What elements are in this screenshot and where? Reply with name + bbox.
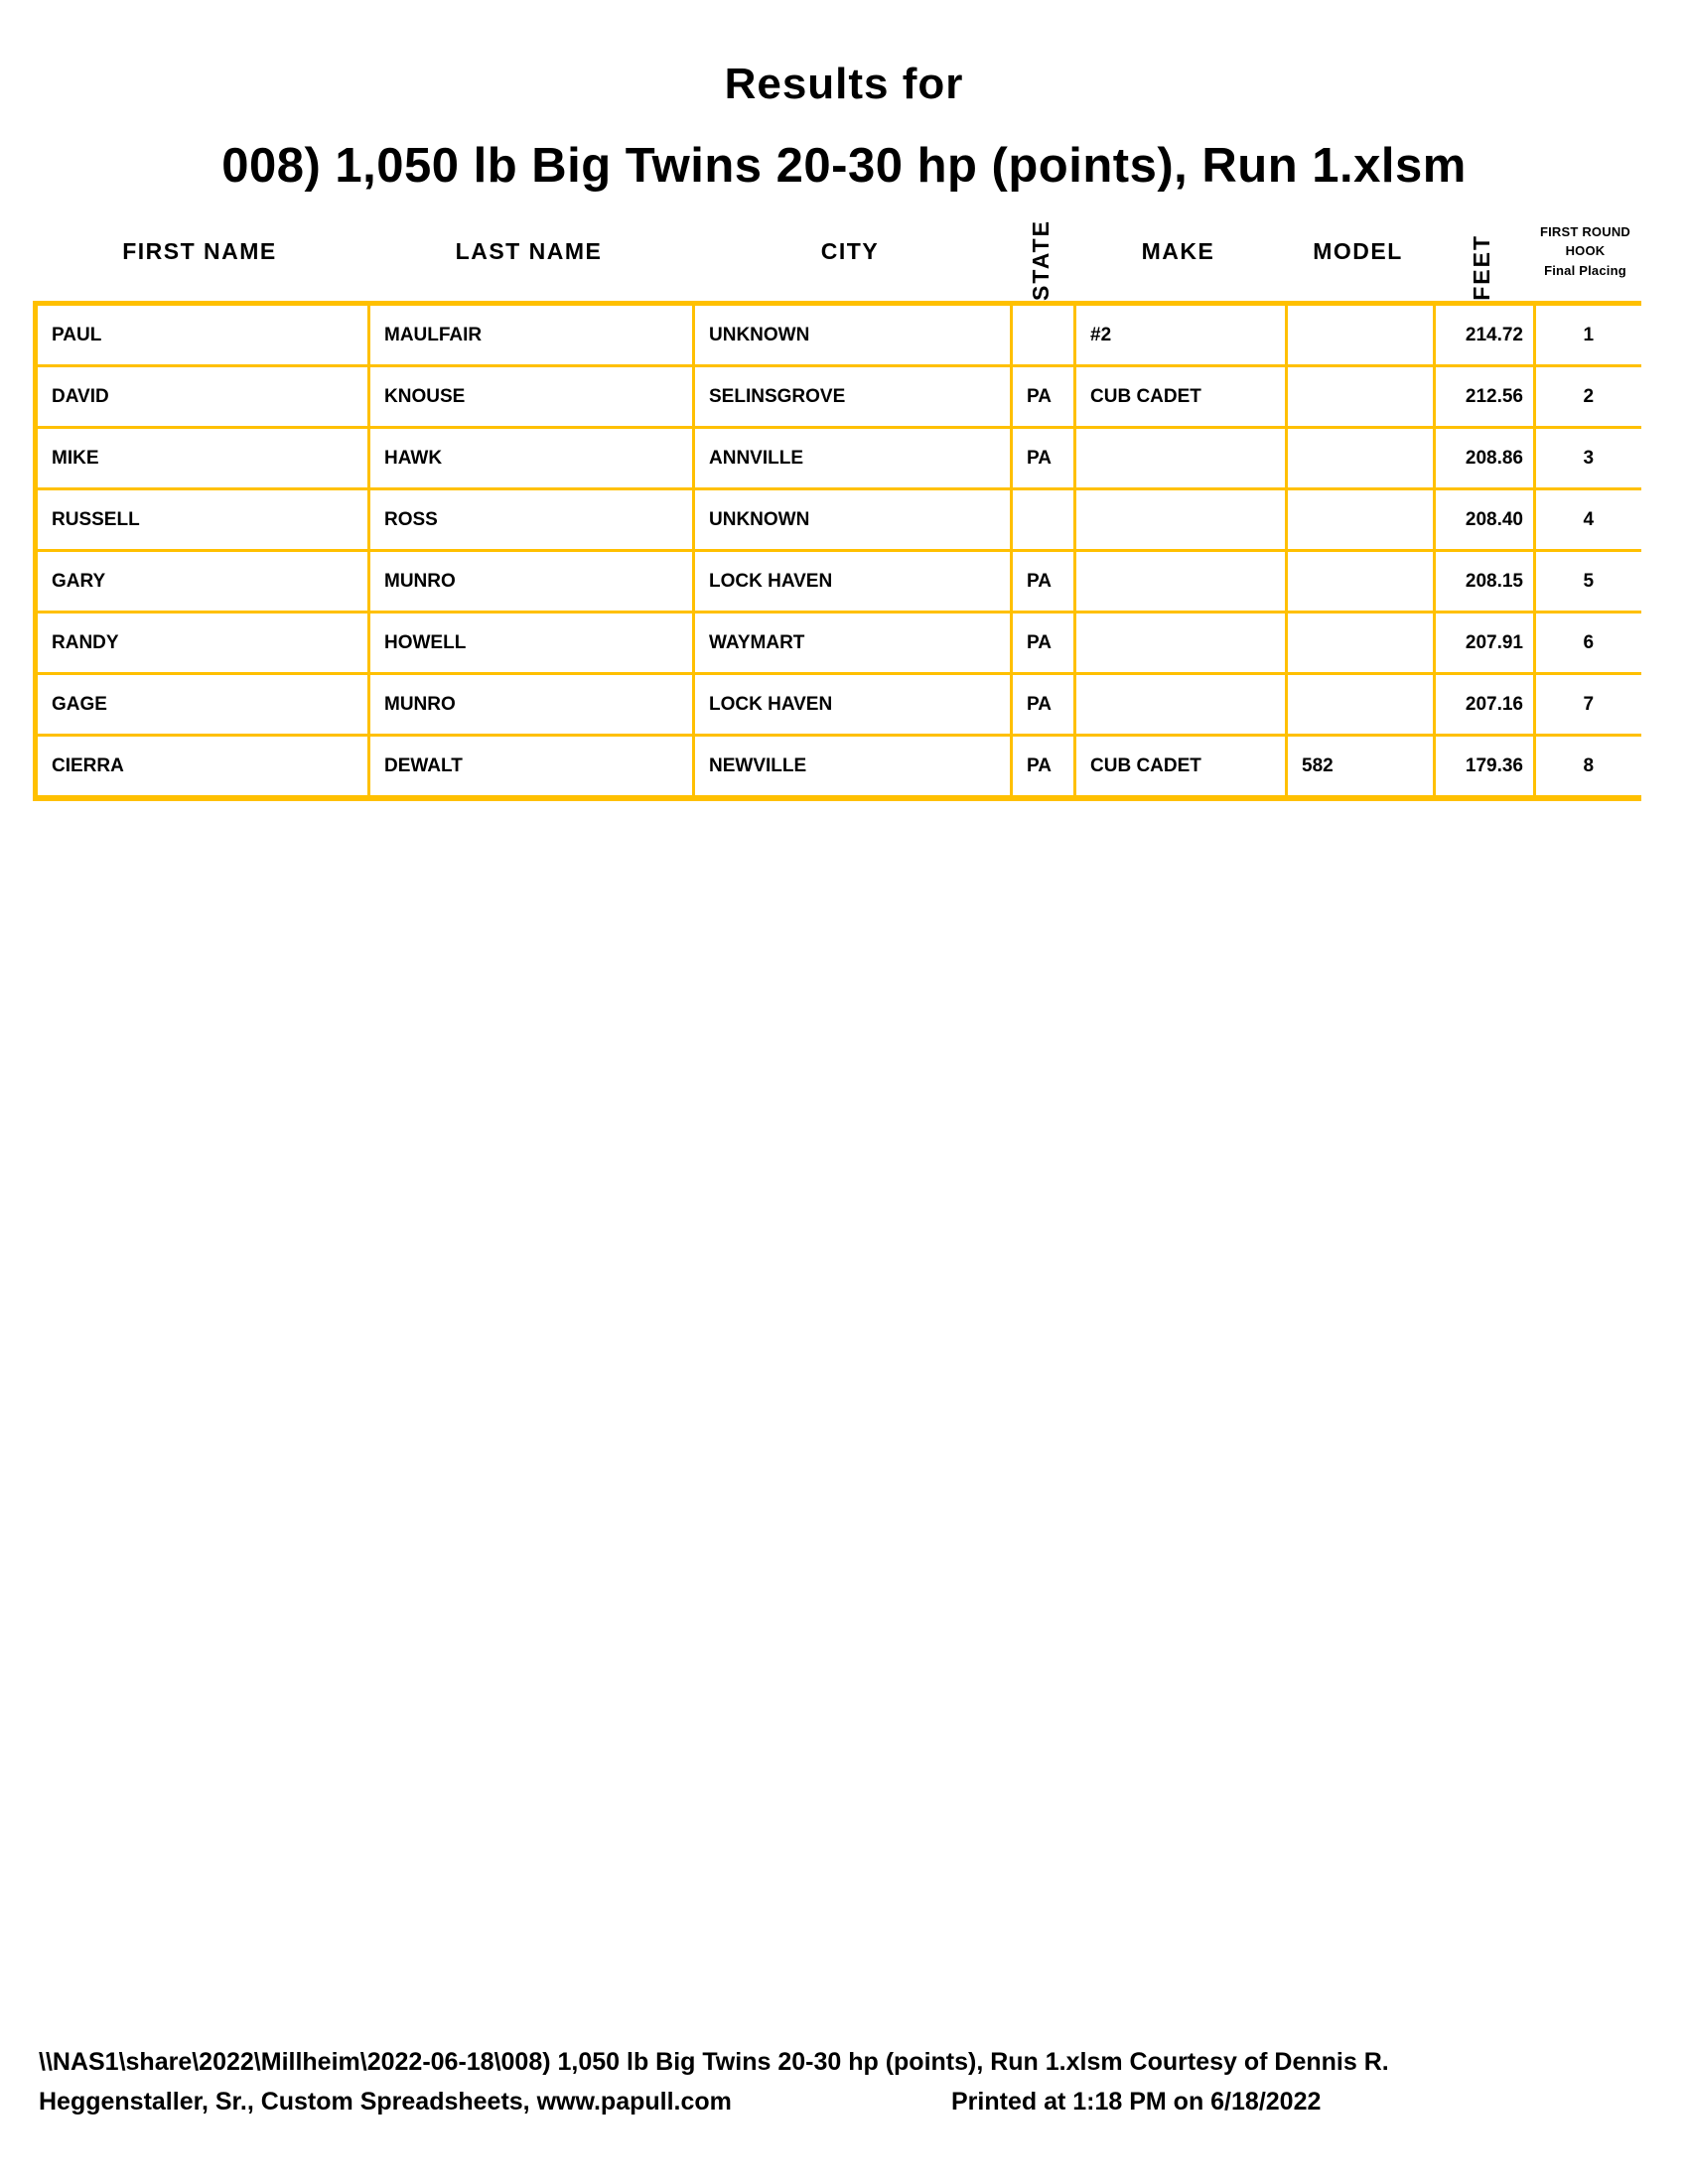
feet-header-text: FEET (1469, 234, 1494, 301)
cell-last-name: MUNRO (369, 674, 694, 736)
cell-feet: 207.91 (1435, 613, 1535, 674)
cell-model (1287, 428, 1435, 489)
table-row (36, 304, 1641, 366)
cell-make (1075, 551, 1287, 613)
table-row (36, 674, 1641, 736)
cell-city: NEWVILLE (694, 736, 1012, 799)
class-file-title: 008) 1,050 lb Big Twins 20-30 hp (points), Run 1.xlsm (221, 139, 1467, 193)
col-header-model: MODEL (1313, 237, 1403, 264)
cell-model (1287, 366, 1435, 428)
cell-first-name: DAVID (36, 366, 369, 428)
col-header-last-name: LAST NAME (455, 237, 603, 264)
cell-feet: 214.72 (1435, 304, 1535, 366)
placing-header-line1: FIRST ROUND (1539, 223, 1631, 239)
cell-city: SELINSGROVE (694, 366, 1012, 428)
footer-file-path: \\NAS1\share\2022\Millheim\2022-06-18\008) 1,050 lb Big Twins 20-30 hp (points), Run 1.xlsm Courtesy of Dennis R. (39, 2048, 1389, 2076)
cell-placing: 4 (1535, 489, 1641, 551)
table-row (36, 736, 1641, 799)
cell-make: #2 (1075, 304, 1287, 366)
cell-last-name: KNOUSE (369, 366, 694, 428)
cell-make (1075, 489, 1287, 551)
cell-placing: 2 (1535, 366, 1641, 428)
cell-first-name: CIERRA (36, 736, 369, 799)
cell-placing: 8 (1535, 736, 1641, 799)
cell-first-name: RUSSELL (36, 489, 369, 551)
cell-city: WAYMART (694, 613, 1012, 674)
cell-first-name: RANDY (36, 613, 369, 674)
cell-last-name: HAWK (369, 428, 694, 489)
results-table (33, 301, 1641, 801)
cell-state (1012, 304, 1075, 366)
cell-feet: 208.15 (1435, 551, 1535, 613)
cell-placing: 5 (1535, 551, 1641, 613)
col-header-state (1009, 202, 1072, 301)
cell-state: PA (1012, 736, 1075, 799)
cell-city: UNKNOWN (694, 304, 1012, 366)
cell-model (1287, 674, 1435, 736)
col-header-feet (1432, 202, 1532, 301)
placing-header-line3: Final Placing (1544, 262, 1626, 278)
cell-make (1075, 613, 1287, 674)
col-header-placing (1532, 202, 1638, 301)
cell-state (1012, 489, 1075, 551)
cell-city: ANNVILLE (694, 428, 1012, 489)
cell-last-name: HOWELL (369, 613, 694, 674)
table-row (36, 366, 1641, 428)
cell-first-name: GAGE (36, 674, 369, 736)
cell-city: LOCK HAVEN (694, 674, 1012, 736)
cell-placing: 7 (1535, 674, 1641, 736)
col-header-make: MAKE (1141, 237, 1215, 264)
table-column-headers (33, 202, 1638, 301)
cell-state: PA (1012, 551, 1075, 613)
cell-placing: 1 (1535, 304, 1641, 366)
cell-feet: 207.16 (1435, 674, 1535, 736)
cell-model: 582 (1287, 736, 1435, 799)
table-row (36, 551, 1641, 613)
cell-placing: 3 (1535, 428, 1641, 489)
cell-city: LOCK HAVEN (694, 551, 1012, 613)
cell-make (1075, 674, 1287, 736)
cell-model (1287, 489, 1435, 551)
footer-credit: Heggenstaller, Sr., Custom Spreadsheets, www.papull.com (39, 2088, 732, 2116)
cell-model (1287, 613, 1435, 674)
cell-first-name: GARY (36, 551, 369, 613)
cell-model (1287, 551, 1435, 613)
cell-first-name: PAUL (36, 304, 369, 366)
cell-last-name: ROSS (369, 489, 694, 551)
cell-make (1075, 428, 1287, 489)
table-row (36, 489, 1641, 551)
cell-feet: 208.86 (1435, 428, 1535, 489)
cell-state: PA (1012, 366, 1075, 428)
table-row (36, 428, 1641, 489)
cell-last-name: MAULFAIR (369, 304, 694, 366)
cell-city: UNKNOWN (694, 489, 1012, 551)
cell-make: CUB CADET (1075, 736, 1287, 799)
cell-last-name: DEWALT (369, 736, 694, 799)
table-row (36, 613, 1641, 674)
cell-state: PA (1012, 674, 1075, 736)
cell-model (1287, 304, 1435, 366)
cell-first-name: MIKE (36, 428, 369, 489)
cell-make: CUB CADET (1075, 366, 1287, 428)
cell-last-name: MUNRO (369, 551, 694, 613)
cell-placing: 6 (1535, 613, 1641, 674)
col-header-city: CITY (820, 237, 880, 264)
page-title: Results for (724, 60, 964, 108)
cell-feet: 212.56 (1435, 366, 1535, 428)
placing-header-line2: HOOK (1565, 243, 1606, 259)
footer-printed-at: Printed at 1:18 PM on 6/18/2022 (951, 2088, 1322, 2116)
cell-state: PA (1012, 428, 1075, 489)
cell-state: PA (1012, 613, 1075, 674)
cell-feet: 208.40 (1435, 489, 1535, 551)
cell-feet: 179.36 (1435, 736, 1535, 799)
col-header-first-name: FIRST NAME (122, 237, 277, 264)
state-header-text: STATE (1027, 219, 1054, 301)
